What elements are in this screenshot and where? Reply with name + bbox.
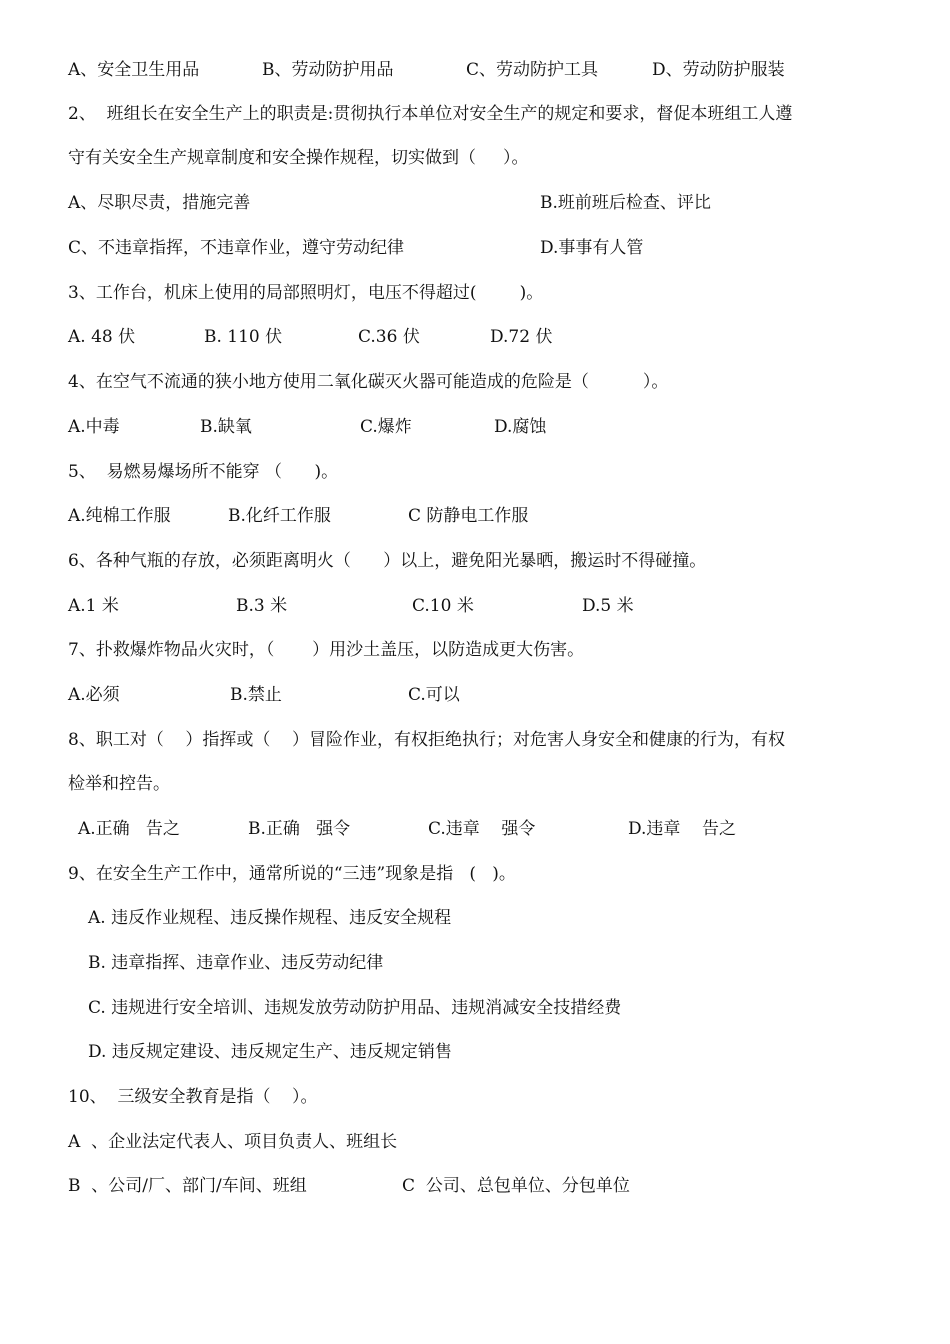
q10-option-c: C 公司、总包单位、分包单位 — [402, 1176, 630, 1196]
q8-option-b: B.正确 强令 — [248, 819, 351, 839]
q8-option-d: D.违章 告之 — [628, 819, 737, 839]
q2-option-d: D.事事有人管 — [540, 238, 644, 258]
q6-stem: 6、各种气瓶的存放，必须距离明火（ ）以上，避免阳光暴晒，搬运时不得碰撞。 — [68, 551, 707, 571]
q7-option-c: C.可以 — [408, 685, 460, 705]
q7-stem: 7、扑救爆炸物品火灾时，（ ）用沙土盖压，以防造成更大伤害。 — [68, 640, 585, 660]
q1-option-d: D、劳动防护服装 — [652, 60, 785, 80]
q7-option-a: A.必须 — [68, 685, 120, 705]
q3-option-d: D.72 伏 — [490, 327, 553, 347]
q4-options — [68, 415, 547, 439]
q8-option-a: A.正确 告之 — [78, 819, 180, 839]
q3-option-a: A. 48 伏 — [68, 327, 136, 347]
q2-option-c: C、不违章指挥，不违章作业，遵守劳动纪律 — [68, 238, 405, 258]
q6-option-a: A.1 米 — [68, 596, 119, 616]
q6-options — [68, 594, 634, 618]
q7-options — [68, 683, 460, 707]
q10-option-a: A 、企业法定代表人、项目负责人、班组长 — [68, 1132, 398, 1152]
q5-option-b: B.化纤工作服 — [228, 506, 331, 526]
q6-option-b: B.3 米 — [236, 596, 288, 616]
q2-option-a: A、尽职尽责，措施完善 — [68, 193, 251, 213]
q3-option-b: B. 110 伏 — [204, 327, 283, 347]
q8-stem-line1: 8、职工对（ ）指挥或（ ）冒险作业，有权拒绝执行；对危害人身安全和健康的行为，有权 — [68, 730, 786, 750]
q4-option-d: D.腐蚀 — [494, 417, 547, 437]
q1-options — [68, 58, 785, 82]
q9-option-b: B. 违章指挥、违章作业、违反劳动纪律 — [88, 953, 384, 973]
q5-option-a: A.纯棉工作服 — [68, 506, 171, 526]
q2-option-b: B.班前班后检查、评比 — [540, 193, 711, 213]
q4-option-a: A.中毒 — [68, 417, 120, 437]
q7-option-b: B.禁止 — [230, 685, 282, 705]
q5-option-c: C 防静电工作服 — [408, 506, 529, 526]
q3-stem: 3、工作台，机床上使用的局部照明灯，电压不得超过( )。 — [68, 283, 544, 303]
q1-option-a: A、安全卫生用品 — [68, 60, 200, 80]
q6-option-d: D.5 米 — [582, 596, 634, 616]
q8-stem-line2: 检举和控告。 — [68, 774, 170, 794]
q8-options — [68, 817, 737, 841]
q5-options — [68, 504, 529, 528]
q9-stem: 9、在安全生产工作中，通常所说的“三违”现象是指 ( )。 — [68, 864, 516, 884]
q9-option-a: A. 违反作业规程、违反操作规程、违反安全规程 — [88, 908, 452, 928]
q10-options-row2 — [68, 1174, 630, 1198]
q2-stem-line1: 2、 班组长在安全生产上的职责是:贯彻执行本单位对安全生产的规定和要求，督促本班组工人遵 — [68, 104, 793, 124]
q1-option-b: B、劳动防护用品 — [262, 60, 394, 80]
q3-options — [68, 325, 553, 349]
q9-option-c: C. 违规进行安全培训、违规发放劳动防护用品、违规消减安全技措经费 — [88, 998, 622, 1018]
q3-option-c: C.36 伏 — [358, 327, 420, 347]
q2-options-row2 — [68, 236, 644, 260]
q9-option-d: D. 违反规定建设、违反规定生产、违反规定销售 — [88, 1042, 452, 1062]
q5-stem: 5、 易燃易爆场所不能穿 （ )。 — [68, 462, 339, 482]
q1-option-c: C、劳动防护工具 — [466, 60, 599, 80]
q4-option-b: B.缺氧 — [200, 417, 252, 437]
q2-stem-line2: 守有关安全生产规章制度和安全操作规程，切实做到（ ）。 — [68, 148, 529, 168]
q10-stem: 10、 三级安全教育是指（ ）。 — [68, 1087, 318, 1107]
q6-option-c: C.10 米 — [412, 596, 474, 616]
q10-option-b: B 、公司/厂、部门/车间、班组 — [68, 1176, 307, 1196]
q4-option-c: C.爆炸 — [360, 417, 412, 437]
q8-option-c: C.违章 强令 — [428, 819, 536, 839]
q4-stem: 4、在空气不流通的狭小地方使用二氧化碳灭火器可能造成的危险是（ ）。 — [68, 372, 669, 392]
q2-options-row1 — [68, 191, 711, 215]
